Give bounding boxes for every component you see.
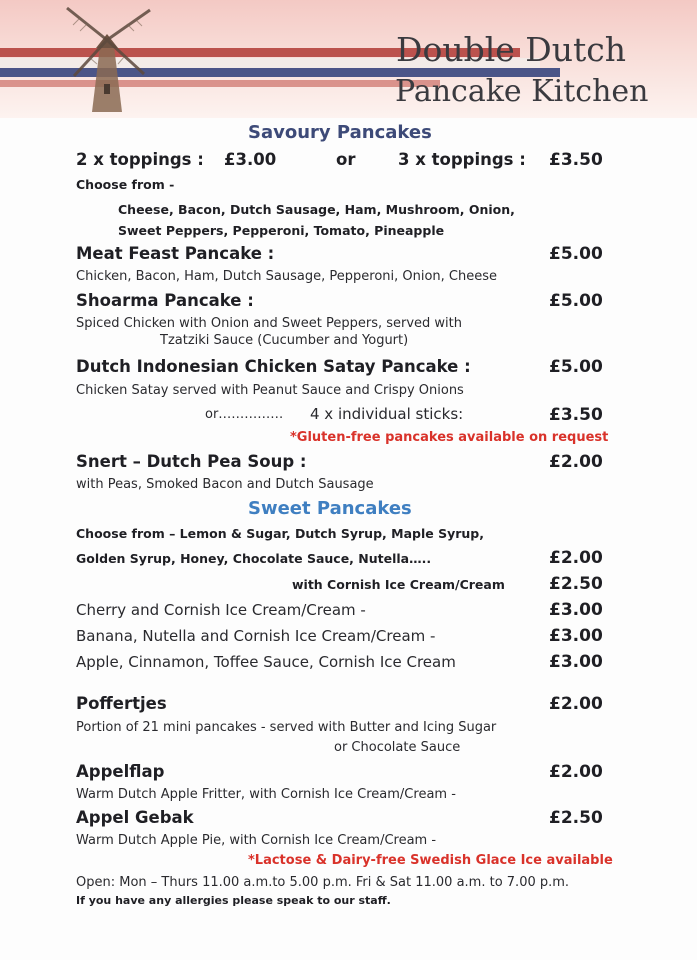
title-line-2: Pancake Kitchen (395, 74, 649, 109)
two-toppings-price: £3.00 (224, 150, 277, 169)
satay-desc: Chicken Satay served with Peanut Sauce and Crispy Onions (76, 383, 464, 398)
gebak-name: Appel Gebak (76, 808, 194, 827)
sweet-heading: Sweet Pancakes (248, 498, 412, 519)
sweet-item-banana: Banana, Nutella and Cornish Ice Cream/Cream - (76, 627, 436, 645)
satay-or: or…………… (205, 407, 284, 422)
sweet-choose-line-1: Choose from – Lemon & Sugar, Dutch Syrup, Maple Syrup, (76, 526, 484, 541)
appelflap-name: Appelflap (76, 762, 165, 781)
gebak-price: £2.50 (549, 808, 603, 828)
gebak-desc: Warm Dutch Apple Pie, with Cornish Ice Cream/Cream - (76, 833, 437, 848)
poffertjes-name: Poffertjes (76, 694, 167, 713)
toppings-line-2: Sweet Peppers, Pepperoni, Tomato, Pineapple (118, 223, 445, 238)
two-toppings-label: 2 x toppings : (76, 150, 204, 169)
allergy-notice: If you have any allergies please speak to our staff. (76, 894, 391, 907)
satay-sticks: 4 x individual sticks: (310, 405, 464, 423)
header-banner (0, 0, 697, 118)
appelflap-desc: Warm Dutch Apple Fritter, with Cornish Ice Cream/Cream - (76, 787, 456, 802)
lactose-free-note: *Lactose & Dairy-free Swedish Glace Ice available (248, 853, 613, 868)
appelflap-price: £2.00 (549, 762, 603, 782)
snert-name: Snert – Dutch Pea Soup : (76, 452, 307, 471)
cornish-option: with Cornish Ice Cream/Cream (292, 577, 505, 592)
toppings-line-1: Cheese, Bacon, Dutch Sausage, Ham, Mushroom, Onion, (118, 202, 515, 217)
sweet-choose-price: £2.00 (549, 548, 603, 568)
cornish-option-price: £2.50 (549, 574, 603, 594)
sweet-item-cherry: Cherry and Cornish Ice Cream/Cream - (76, 601, 366, 619)
savoury-heading: Savoury Pancakes (248, 122, 432, 143)
snert-price: £2.00 (549, 452, 603, 472)
three-toppings-price: £3.50 (549, 150, 603, 170)
shoarma-name: Shoarma Pancake : (76, 291, 254, 310)
snert-desc: with Peas, Smoked Bacon and Dutch Sausage (76, 477, 374, 492)
choose-from-label: Choose from - (76, 177, 175, 192)
meat-feast-desc: Chicken, Bacon, Ham, Dutch Sausage, Pepperoni, Onion, Cheese (76, 269, 498, 284)
shoarma-desc-1: Spiced Chicken with Onion and Sweet Peppers, served with (76, 316, 463, 331)
sweet-item-apple: Apple, Cinnamon, Toffee Sauce, Cornish Ice Cream (76, 653, 456, 671)
poffertjes-desc-1: Portion of 21 mini pancakes - served with Butter and Icing Sugar (76, 720, 497, 735)
opening-hours: Open: Mon – Thurs 11.00 a.m.to 5.00 p.m. Fri & Sat 11.00 a.m. to 7.00 p.m. (76, 875, 570, 890)
meat-feast-price: £5.00 (549, 244, 603, 264)
shoarma-desc-2: Tzatziki Sauce (Cucumber and Yogurt) (160, 333, 409, 348)
satay-sticks-price: £3.50 (549, 405, 603, 425)
shoarma-price: £5.00 (549, 291, 603, 311)
sweet-choose-line-2: Golden Syrup, Honey, Chocolate Sauce, Nutella….. (76, 551, 432, 566)
satay-name: Dutch Indonesian Chicken Satay Pancake : (76, 357, 471, 376)
satay-price: £5.00 (549, 357, 603, 377)
sweet-item-cherry-price: £3.00 (549, 600, 603, 620)
three-toppings-label: 3 x toppings : (398, 150, 526, 169)
title-line-1: Double Dutch (396, 30, 626, 69)
poffertjes-price: £2.00 (549, 694, 603, 714)
meat-feast-name: Meat Feast Pancake : (76, 244, 275, 263)
windmill-icon (52, 4, 162, 116)
poffertjes-desc-2: or Chocolate Sauce (334, 740, 461, 755)
sweet-item-banana-price: £3.00 (549, 626, 603, 646)
gluten-free-note: *Gluten-free pancakes available on request (290, 430, 609, 445)
sweet-item-apple-price: £3.00 (549, 652, 603, 672)
or-label: or (336, 150, 356, 169)
